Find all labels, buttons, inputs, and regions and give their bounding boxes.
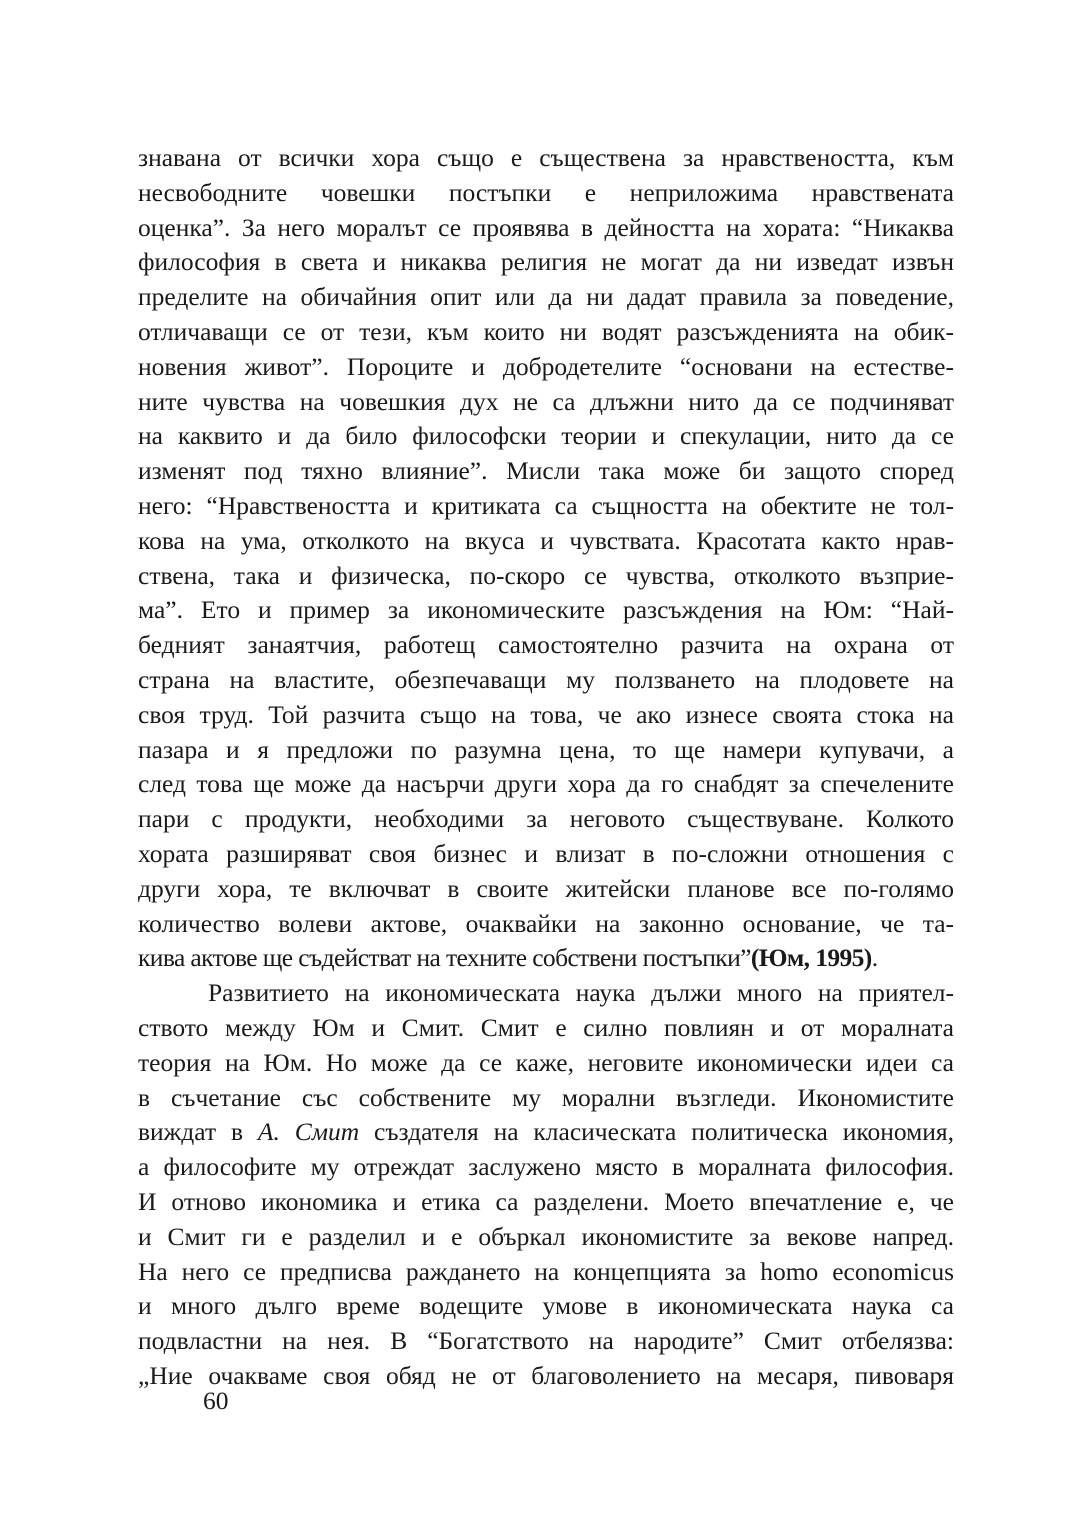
- text-line: знавана от всички хора също е съществена за нравствеността, към: [138, 143, 954, 172]
- text-line: своя труд. Той разчита също на това, че ако изнесе своята стока на: [138, 699, 954, 729]
- text-line: несвободните човешки постъпки е неприложима нравствената: [138, 177, 954, 207]
- text-line: ството между Юм и Смит. Смит е силно повлиян и от моралната: [138, 1012, 954, 1042]
- text-line: пари с продукти, необходими за неговото съществуване. Колкото: [138, 804, 954, 834]
- text-line-with-citation: [138, 941, 954, 976]
- text-line: Развитието на икономическата наука дължи много на приятел-: [208, 978, 954, 1008]
- text-segment: кива актове ще съдействат на техните собствени постъпки”: [138, 943, 751, 973]
- text-line: оценка”. За него моралът се проявява в дейността на хората: “Никаква: [138, 212, 954, 242]
- paragraph-2: [138, 976, 954, 1394]
- text-line: кова на ума, отколкото на вкуса и чувствата. Красотата както нрав-: [138, 525, 954, 555]
- citation: (Юм, 1995): [750, 943, 872, 973]
- text-segment: .: [871, 943, 878, 973]
- text-line-with-italic-name: [138, 1115, 954, 1150]
- text-line: количество волеви актове, очаквайки на законно основание, че та-: [138, 908, 954, 938]
- text-line: ствена, така и физическа, по-скоро се чувства, отколкото възприе-: [138, 560, 954, 590]
- text-line: изменят под тяхно влияние”. Мисли така може би защото според: [138, 456, 954, 486]
- text-line: хората разширяват своя бизнес и влизат в по-сложни отношения с: [138, 838, 954, 868]
- paragraph-1: [138, 141, 954, 976]
- text-line: „Ние очакваме своя обяд не от благоволението на месаря, пивоваря: [138, 1360, 954, 1390]
- text-line: И отново икономика и етика са разделени. Моето впечатление е, че: [138, 1186, 954, 1216]
- text-line: На него се предписва раждането на концепцията за homo economicus: [138, 1256, 954, 1286]
- text-segment: създателя на класическата политическа икономия,: [359, 1117, 955, 1147]
- text-line: бедният занаятчия, работещ самостоятелно разчита на охрана от: [138, 630, 954, 660]
- text-line: в съчетание със собствените му морални възгледи. Икономистите: [138, 1082, 954, 1112]
- text-line: ните чувства на човешкия дух не са длъжни нито да се подчиняват: [138, 386, 954, 416]
- text-line: пазара и я предложи по разумна цена, то ще намери купувачи, а: [138, 734, 954, 764]
- text-line: други хора, те включват в своите житейски планове все по-голямо: [138, 873, 954, 903]
- text-line: теория на Юм. Но може да се каже, неговите икономически идеи са: [138, 1047, 954, 1077]
- text-line: страна на властите, обезпечаващи му ползването на плодовете на: [138, 664, 954, 694]
- text-segment: виждат в: [138, 1117, 258, 1147]
- text-line: пределите на обичайния опит или да ни дадат правила за поведение,: [138, 282, 954, 312]
- page-number: 60: [203, 1386, 229, 1415]
- text-line: а философите му отреждат заслужено място в моралната философия.: [138, 1152, 954, 1182]
- page-body: [138, 141, 954, 1394]
- text-line: ма”. Ето и пример за икономическите разсъждения на Юм: “Най-: [138, 595, 954, 625]
- italic-author-name: А. Смит: [257, 1117, 360, 1147]
- text-line: новения живот”. Пороците и добродетелите “основани на естестве-: [138, 351, 954, 381]
- text-line: подвластни на нея. В “Богатството на народите” Смит отбелязва:: [138, 1326, 954, 1356]
- text-line: философия в света и никаква религия не могат да ни изведат извън: [138, 247, 954, 277]
- text-line: отличаващи се от тези, към които ни водят разсъжденията на обик-: [138, 316, 954, 346]
- text-line: и много дълго време водещите умове в икономическата наука са: [138, 1291, 954, 1321]
- text-line: и Смит ги е разделил и е объркал икономистите за векове напред.: [138, 1221, 954, 1251]
- text-line: него: “Нравствеността и критиката са същността на обектите не тол-: [138, 490, 954, 520]
- text-line: на каквито и да било философски теории и спекулации, нито да се: [138, 421, 954, 451]
- text-line: след това ще може да насърчи други хора да го снабдят за спечелените: [138, 769, 954, 799]
